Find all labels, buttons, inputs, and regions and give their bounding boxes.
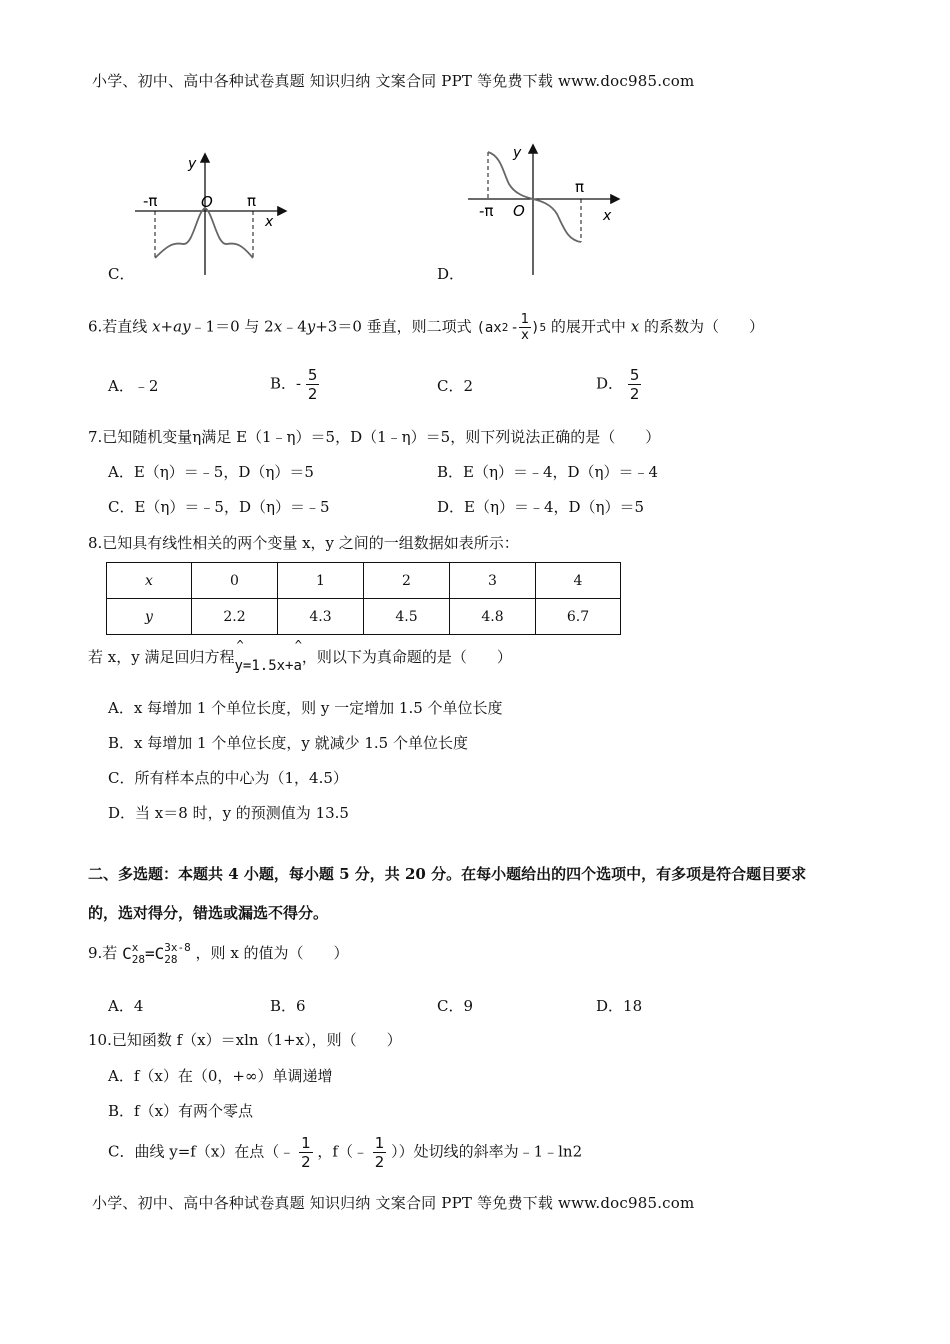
graph-d [463, 142, 623, 277]
question-9-option-b: B．6 [270, 997, 306, 1015]
question-10-option-b: B．f（x）有两个零点 [108, 1102, 254, 1120]
question-9-option-a: A．4 [108, 997, 144, 1015]
question-7-stem: 7.已知随机变量η满足 E（1﹣η）＝5，D（1﹣η）＝5，则下列说法正确的是（ ） [88, 428, 661, 446]
y-label: y [513, 145, 522, 161]
question-9-option-c: C．9 [437, 997, 474, 1015]
question-6-option-b: B．- $\frac{5}{2}$ [270, 366, 318, 403]
table-header-x: x [145, 572, 153, 589]
binomial-expression: (ax 2 - $\frac{1}{x}$ ) 5 [476, 312, 547, 343]
graph-c [125, 150, 295, 285]
table-row [107, 563, 621, 599]
table-cell: 0 [192, 563, 278, 599]
question-9-stem: 9.若 C x 28 = C 3x-8 28 ，则 x 的值为（ ） [88, 938, 349, 969]
question-10-stem: 10.已知函数 f（x）＝xln（1+x），则（ ） [88, 1031, 402, 1049]
table-cell: 4.8 [450, 599, 536, 635]
x-label: x [603, 208, 612, 224]
graph-d-label: D． [437, 265, 465, 283]
question-6-option-a: A．﹣2 [108, 377, 159, 395]
section-2-heading: 二、多选题：本题共 4 小题，每小题 5 分，共 20 分。在每小题给出的四个选项中，有多项是符合题目要求 [88, 865, 807, 883]
x-label: x [265, 214, 274, 230]
table-row [107, 599, 621, 635]
graph-c-label: C． [108, 265, 135, 283]
question-8-option-c: C．所有样本点的中心为（1，4.5） [108, 769, 348, 787]
question-7-option-c: C．E（η）＝﹣5，D（η）＝﹣5 [108, 498, 330, 516]
pi-label: π [575, 178, 585, 196]
curve-d [488, 152, 581, 242]
data-table [106, 562, 621, 635]
neg-pi-label: -π [143, 192, 158, 210]
question-6-option-d: D． $\frac{5}{2}$ [596, 366, 640, 403]
table-cell: 4 [536, 563, 621, 599]
question-8-option-a: A．x 每增加 1 个单位长度，则 y 一定增加 1.5 个单位长度 [108, 699, 503, 717]
table-header-y: y [145, 608, 153, 625]
neg-pi-label: -π [479, 202, 494, 220]
question-8-condition: 若 x，y 满足回归方程 ^ y=1.5x+a ^ ，则以下为真命题的是（ ） [88, 638, 512, 674]
pi-label: π [247, 192, 257, 210]
curve-c [155, 208, 253, 258]
origin-label: O [513, 202, 525, 220]
table-cell: 4.3 [278, 599, 364, 635]
table-cell: 6.7 [536, 599, 621, 635]
question-9-option-d: D．18 [596, 997, 643, 1015]
page-header: 小学、初中、高中各种试卷真题 知识归纳 文案合同 PPT 等免费下载 www.doc985.com [92, 72, 695, 90]
combination-expression: C x 28 = C 3x-8 28 [122, 941, 191, 966]
table-cell: 3 [450, 563, 536, 599]
table-cell: 2.2 [192, 599, 278, 635]
question-8-option-b: B．x 每增加 1 个单位长度，y 就减少 1.5 个单位长度 [108, 734, 468, 752]
y-label: y [188, 156, 197, 172]
question-7-option-b: B．E（η）＝﹣4，D（η）＝﹣4 [437, 463, 659, 481]
question-7-option-d: D．E（η）＝﹣4，D（η）＝5 [437, 498, 645, 516]
question-6-stem: 6.若直线 x+ay﹣1＝0 与 2x﹣4y+3＝0 垂直，则二项式 (ax 2 - $\frac{1}{x}$ ) 5 的展开式中 x 的系数为（ ） [88, 312, 764, 343]
question-8-stem: 8.已知具有线性相关的两个变量 x，y 之间的一组数据如表所示： [88, 534, 519, 552]
question-10-option-a: A．f（x）在（0，+∞）单调递增 [108, 1067, 333, 1085]
question-7-option-a: A．E（η）＝﹣5，D（η）＝5 [108, 463, 314, 481]
page-footer: 小学、初中、高中各种试卷真题 知识归纳 文案合同 PPT 等免费下载 www.doc985.com [92, 1194, 695, 1212]
origin-label: O [201, 193, 213, 211]
question-8-option-d: D．当 x＝8 时，y 的预测值为 13.5 [108, 804, 349, 822]
table-cell: 4.5 [364, 599, 450, 635]
table-cell: 2 [364, 563, 450, 599]
regression-equation: y=1.5x+a [234, 658, 302, 674]
question-10-option-c: C．曲线 y=f（x）在点（﹣ $\frac{1}{2}$ ，f（﹣ $\frac{1}{2}$ ））处切线的斜率为﹣1﹣ln2 [108, 1134, 583, 1171]
question-6-option-c: C．2 [437, 377, 474, 395]
table-cell: 1 [278, 563, 364, 599]
section-2-heading-cont: 的，选对得分，错选或漏选不得分。 [88, 904, 329, 922]
